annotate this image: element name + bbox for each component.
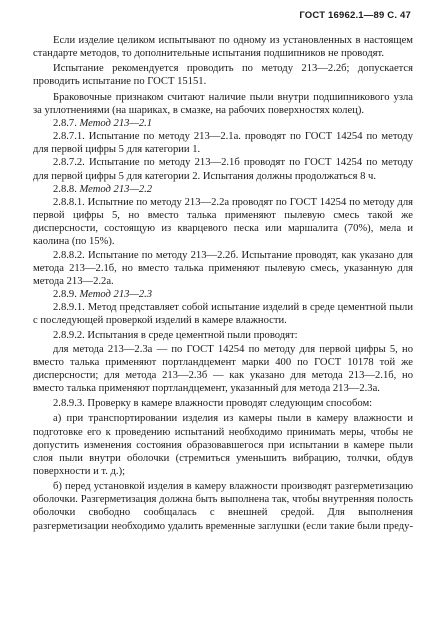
list-item-b: б) перед установкой изделия в камеру влажности производят разгерметизацию оболочки. Разгерметизация должна быть выполнена так, чтобы внутренняя полость оболочки свободно сообщалась с внешней средой. Для выполнения разгерметизации необходимо удалить временные заглушки (если такие были преду- [33, 481, 413, 532]
section-heading [33, 117, 413, 130]
paragraph: Браковочные признаком считают наличие пыли внутри подшипникового узла за уплотнениями (на шариках, в смазке, на рабочих поверхностях колец). [33, 91, 413, 116]
paragraph: Если изделие целиком испытывают по одному из установленных в настоящем стандарте методов, то дополнительные испытания подшипников не проводят. [33, 35, 413, 60]
section-number: 2.8.9. [53, 288, 77, 300]
section-number: 2.8.7. [53, 117, 77, 129]
section-heading [33, 183, 413, 196]
page-header: ГОСТ 16962.1—89 С. 47 [299, 10, 411, 21]
clause: 2.8.9.2. Испытания в среде цементной пыли проводят: [53, 330, 298, 342]
section-title: Метод 213—2.2 [79, 183, 153, 195]
section-number: 2.8.8. [53, 183, 77, 195]
clause: 2.8.7.1. Испытание по методу 213—2.1а. проводят по ГОСТ 14254 по методу для первой цифры 5 для категории 1. [33, 131, 413, 156]
clause: 2.8.9.3. Проверку в камере влажности проводят следующим способом: [53, 398, 373, 410]
list-item-a: а) при транспортировании изделия из камеры пыли в камеру влажности и подготовке его к проведению испытаний необходимо принимать меры, чтобы не допустить изменения состояния образовавшегося при испытании в камере пыли слоя пыли внутри оболочки (стремиться уменьшить вибрацию, толчки, обдув поверхности и т. д.); [33, 413, 413, 477]
section-title: Метод 213—2.3 [79, 288, 153, 300]
clause: 2.8.8.1. Испытние по методу 213—2.2а проводят по ГОСТ 14254 по методу для первой цифры 5, но вместо талька применяют пылевую смесь такой же дисперсности, состоящую из кварцевого песка или маршалита (70%), мела и каолина (по 15%). [33, 196, 413, 248]
clause: 2.8.9.1. Метод представляет собой испытание изделий в среде цементной пыли с последующей проверкой изделий в камере влажности. [33, 302, 413, 327]
paragraph: Испытание рекомендуется проводить по методу 213—2.2б; допускается проводить испытание по ГОСТ 15151. [33, 63, 413, 88]
document-body [33, 34, 413, 533]
clause: 2.8.8.2. Испытание по методу 213—2.2б. Испытание проводят, как указано для метода 213—2.1б, но вместо талька применяют пылевую смесь, указанную для метода 213—2.2а. [33, 249, 413, 287]
section-title: Метод 213—2.1 [79, 117, 153, 129]
clause-continuation: для метода 213—2.3а — по ГОСТ 14254 по методу для первой цифры 5, но вместо талька применяют портландцемент марки 400 по ГОСТ 10178 той же дисперсности; для метода 213—2.3б — как указано для метода 213—2.1б, но вместо талька применяют портландцемент, указанный для метода 213—2.3а. [33, 343, 413, 395]
section-heading [33, 288, 413, 301]
clause: 2.8.7.2. Испытание по методу 213—2.1б проводят по ГОСТ 14254 по методу для первой цифры 5 для категории 2. Испытания должны продолжаться 8 ч. [33, 157, 413, 182]
